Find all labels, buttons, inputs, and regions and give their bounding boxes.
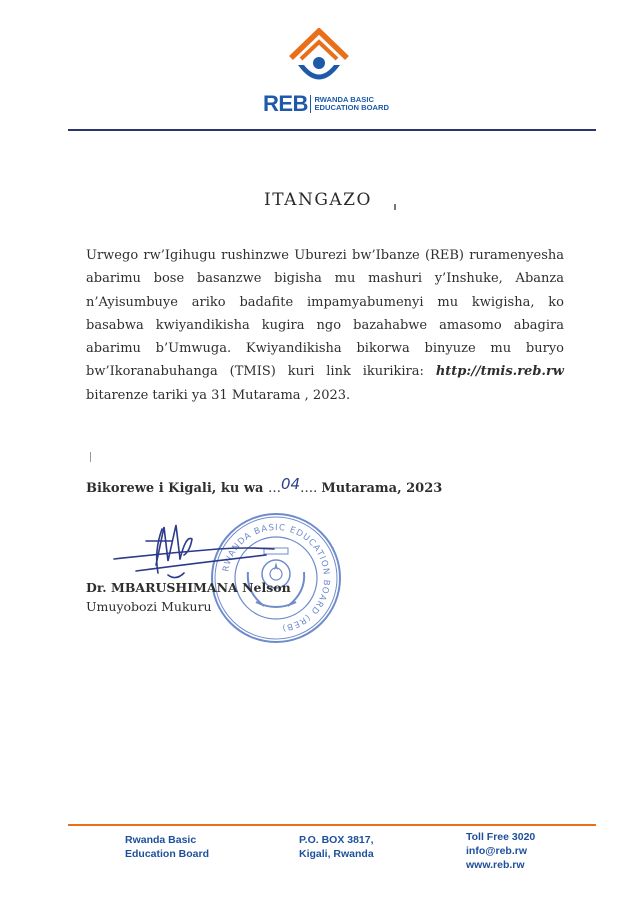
footer-address bbox=[299, 833, 374, 861]
header-rule bbox=[68, 129, 596, 131]
footer-email[interactable]: info@reb.rw bbox=[466, 845, 527, 857]
footer-line: P.O. BOX 3817, bbox=[299, 834, 374, 846]
signer-title: Umuyobozi Mukuru bbox=[86, 599, 212, 614]
letterhead bbox=[0, 0, 636, 135]
dateline-suffix: Mutarama, 2023 bbox=[321, 481, 443, 496]
handwritten-day: 04 bbox=[280, 475, 301, 493]
logo-line2: EDUCATION BOARD bbox=[314, 103, 389, 112]
footer-website[interactable]: www.reb.rw bbox=[466, 859, 525, 871]
footer-organization bbox=[125, 833, 209, 861]
footer-line: Education Board bbox=[125, 848, 210, 860]
logo-divider bbox=[310, 95, 312, 113]
footer-rule bbox=[68, 824, 596, 826]
footer-contact bbox=[466, 830, 535, 872]
footer-line: Rwanda Basic bbox=[125, 834, 197, 846]
handwritten-signature bbox=[106, 515, 276, 590]
signer-name: Dr. MBARUSHIMANA Nelson bbox=[86, 580, 291, 595]
dateline bbox=[86, 475, 443, 496]
logo-wordmark bbox=[263, 92, 389, 116]
dateline-dots: …. bbox=[300, 481, 322, 496]
dateline-dots: … bbox=[267, 481, 281, 496]
stray-mark bbox=[394, 204, 396, 210]
announcement-body bbox=[86, 244, 564, 407]
logo-line1: RWANDA BASIC bbox=[314, 94, 374, 104]
logo-abbrev: REB bbox=[263, 91, 308, 116]
footer-line: Kigali, Rwanda bbox=[299, 848, 374, 860]
footer-phone: Toll Free 3020 bbox=[466, 831, 536, 843]
document-title: ITANGAZO bbox=[264, 190, 372, 210]
dateline-prefix: Bikorewe i Kigali, ku wa bbox=[86, 481, 268, 496]
tmis-link[interactable]: http://tmis.reb.rw bbox=[435, 364, 564, 380]
reb-logo-icon bbox=[288, 28, 350, 92]
stray-mark bbox=[90, 452, 91, 462]
stamp-text: RWANDA BASIC EDUCATION BOARD (REB) bbox=[221, 522, 332, 633]
body-paragraph: Urwego rw’Igihugu rushinzwe Uburezi bw’Ibanze (REB) ruramenyesha abarimu bose basanzwe bigisha mu mashuri y’Inshuke, Abanza n’Ayisumbuye ariko badafite impamyabumenyi mu kwigisha, ko basabwa kwiyandikisha kugira ngo bazahabwe amasomo abagira abarimu b’Umwuga. Kwiyandikisha bikorwa binyuze mu buryo bw’Ikoranabuhanga (TMIS) kuri link ikurikira: bbox=[86, 248, 564, 380]
body-paragraph-end: bitarenze tariki ya 31 Mutarama , 2023. bbox=[86, 387, 351, 403]
logo-fullname bbox=[314, 96, 389, 113]
